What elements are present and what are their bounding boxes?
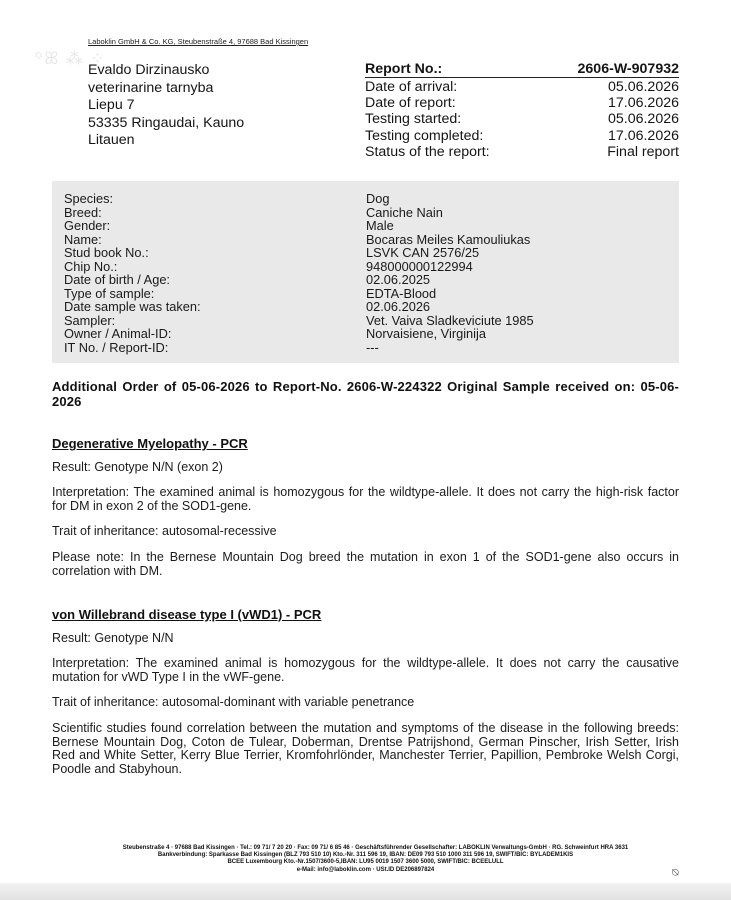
recipient-line: 53335 Ringaudai, Kauno <box>88 114 245 131</box>
additional-order-heading: Additional Order of 05-06-2026 to Report-No. 2606-W-224322 Original Sample received on: 05-06-2026 <box>52 379 679 409</box>
animal-label: Breed: <box>64 204 102 220</box>
animal-value: 02.06.2026 <box>366 299 431 314</box>
watermark-icon: ꙳ꕤ ⁂ ⁘ <box>34 49 106 69</box>
report-number-row <box>365 62 679 78</box>
animal-label: Name: <box>64 231 102 247</box>
animal-label: Date sample was taken: <box>64 299 201 314</box>
animal-label: Sampler: <box>64 312 116 328</box>
report-field-value: Final report <box>607 143 679 160</box>
footer-line: e-Mail: info@laboklin.com · USt.ID DE206897824 <box>296 866 435 873</box>
page-footer <box>0 845 731 874</box>
report-field-label: Testing completed: <box>365 127 484 144</box>
report-field-value: 17.06.2026 <box>607 95 679 112</box>
section-interpretation: Interpretation: The examined animal is homozygous for the wildtype-allele. It does not carry the causative mutation for vWD Type I in the vWF-gene. <box>52 656 679 684</box>
report-field-label: Date of report: <box>365 95 456 112</box>
animal-value: Vet. Vaiva Sladkeviciute 1985 <box>366 312 534 328</box>
section-result: Result: Genotype N/N (exon 2) <box>52 459 223 474</box>
animal-label: IT No. / Report-ID: <box>64 339 169 355</box>
animal-value: Dog <box>366 191 390 206</box>
report-number: 2606-W-907932 <box>577 61 679 77</box>
section-note: Please note: In the Bernese Mountain Dog breed the mutation in exon 1 of the SOD1-gene also occurs in correlation with DM. <box>52 549 679 578</box>
animal-info-box <box>52 181 679 363</box>
recipient-line: veterinarine tarnyba <box>88 79 214 96</box>
page-edge-divider <box>0 883 731 900</box>
animal-value: 948000000122994 <box>366 258 473 274</box>
report-field-row <box>365 111 679 127</box>
test-section-vwd1 <box>52 608 679 788</box>
recipient-line: Evaldo Dirzinausko <box>88 62 210 78</box>
footer-line: Steubenstraße 4 · 97688 Bad Kissingen · Tel.: 09 71/ 7 20 20 · Fax: 09 71/ 6 85 46 · Geschäftsführender Gesellschafter: LABOKLIN Verwaltungs-GmbH · RG. Schweinfurt HRA 3631 <box>122 845 629 851</box>
animal-label: Owner / Animal-ID: <box>64 326 172 341</box>
report-field-value: 05.06.2026 <box>607 111 679 128</box>
recipient-line: Liepu 7 <box>88 97 135 113</box>
animal-info-values <box>366 192 534 354</box>
report-field-value: 17.06.2026 <box>607 127 679 144</box>
animal-label: Chip No.: <box>64 258 118 274</box>
report-field-row <box>365 128 679 144</box>
sender-address-line: Laboklin GmbH & Co. KG, Steubenstraße 4, 97688 Bad Kissingen <box>88 37 309 46</box>
report-field-row <box>365 144 679 160</box>
section-note: Scientific studies found correlation between the mutation and symptoms of the disease in the following breeds: Bernese Mountain Dog, Coton de Tulear, Doberman, Drentse Patrijshond, German Pinscher, Irish Setter, Irish Red and White Setter, Kerry Blue Terrier, Kromfohrlönder, Manchester Terrier, Papillion, Pembroke Welsh Corgi, Poodle and Stabyhoun. <box>52 720 679 776</box>
animal-value: Norvaisiene, Virginija <box>366 326 486 341</box>
animal-label: Type of sample: <box>64 285 155 301</box>
section-inheritance: Trait of inheritance: autosomal-recessive <box>52 524 277 539</box>
section-inheritance: Trait of inheritance: autosomal-dominant with variable penetrance <box>52 695 415 710</box>
section-title: von Willebrand disease type I (vWD1) - PCR <box>52 607 322 622</box>
report-field-label: Date of arrival: <box>365 79 458 95</box>
report-field-label: Testing started: <box>365 111 462 128</box>
animal-value: EDTA-Blood <box>366 285 437 301</box>
report-field-row <box>365 95 679 111</box>
page-mark-icon: ⍉ <box>672 867 679 879</box>
section-result: Result: Genotype N/N <box>52 630 174 645</box>
animal-value: Caniche Nain <box>366 204 443 220</box>
section-interpretation: Interpretation: The examined animal is homozygous for the wildtype-allele. It does not carry the high-risk factor for DM in exon 2 of the SOD1-gene. <box>52 485 679 513</box>
recipient-line: Litauen <box>88 132 135 148</box>
report-metadata <box>365 62 679 160</box>
animal-value: 02.06.2025 <box>366 272 431 287</box>
report-number-label: Report No.: <box>365 61 443 77</box>
section-title: Degenerative Myelopathy - PCR <box>52 436 248 451</box>
report-field-value: 05.06.2026 <box>607 79 679 95</box>
animal-label: Gender: <box>64 218 111 233</box>
footer-line: BCEE Luxembourg Kto.-Nr.1507/3600-5,IBAN: LU95 0019 1507 3600 5000, SWIFT/BIC: BCEELULL <box>227 859 504 866</box>
animal-info-labels <box>64 192 201 354</box>
report-field-row <box>365 79 679 95</box>
animal-label: Stud book No.: <box>64 245 149 260</box>
animal-value: Bocaras Meiles Kamouliukas <box>366 231 531 247</box>
animal-value: Male <box>366 218 394 233</box>
test-section-dm <box>52 437 679 590</box>
footer-line: Bankverbindung: Sparkasse Bad Kissingen (BLZ 793 510 10) Kto.-Nr. 311 596 19, IBAN: DE09 793 510 1000 311 596 19, SWIFT/BIC: BYLADEM1KIS <box>157 852 574 859</box>
report-field-label: Status of the report: <box>365 143 490 160</box>
animal-value: LSVK CAN 2576/25 <box>366 245 480 260</box>
animal-value: --- <box>366 339 379 355</box>
animal-label: Species: <box>64 191 114 206</box>
recipient-address <box>88 62 244 150</box>
animal-label: Date of birth / Age: <box>64 272 170 287</box>
